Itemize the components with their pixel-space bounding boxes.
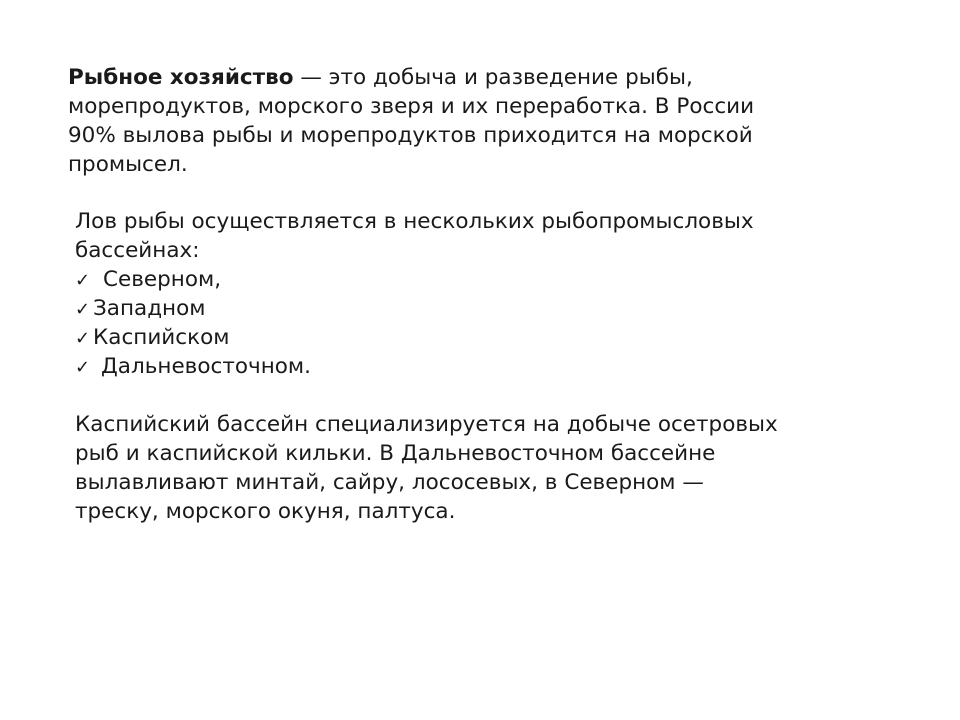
basin-label: Западном	[93, 296, 206, 321]
basin-label: Дальневосточном.	[101, 354, 311, 379]
term-fishing-industry: Рыбное хозяйство	[68, 65, 294, 90]
caspian-line-1: Каспийский бассейн специализируется на добыче осетровых	[75, 412, 778, 437]
list-item	[75, 352, 311, 381]
caspian-line-4: треску, морского окуня, палтуса.	[75, 499, 456, 524]
caspian-line-2: рыб и каспийской кильки. В Дальневосточном бассейне	[75, 441, 716, 466]
lead-paragraph	[75, 207, 875, 265]
basin-list	[75, 265, 311, 381]
intro-paragraph	[68, 63, 888, 179]
checkmark-icon: ✓	[75, 357, 91, 378]
intro-line-2: морепродуктов, морского зверя и их переработка. В России	[68, 94, 755, 119]
lead-line-2: бассейнах:	[75, 238, 200, 263]
caspian-line-3: вылавливают минтай, сайру, лососевых, в Северном —	[75, 470, 704, 495]
checkmark-icon: ✓	[75, 328, 91, 349]
basin-label: Каспийском	[93, 325, 230, 350]
intro-line-1-rest: — это добыча и разведение рыбы,	[293, 65, 693, 90]
lead-line-1: Лов рыбы осуществляется в нескольких рыбопромысловых	[75, 209, 754, 234]
caspian-paragraph	[75, 410, 895, 526]
checkmark-icon: ✓	[75, 270, 91, 291]
intro-line-4: промысел.	[68, 152, 188, 177]
list-item	[75, 265, 311, 294]
list-item	[75, 323, 311, 352]
intro-line-3: 90% вылова рыбы и морепродуктов приходится на морской	[68, 123, 753, 148]
checkmark-icon: ✓	[75, 299, 91, 320]
list-item	[75, 294, 311, 323]
basin-label: Северном,	[103, 267, 222, 292]
